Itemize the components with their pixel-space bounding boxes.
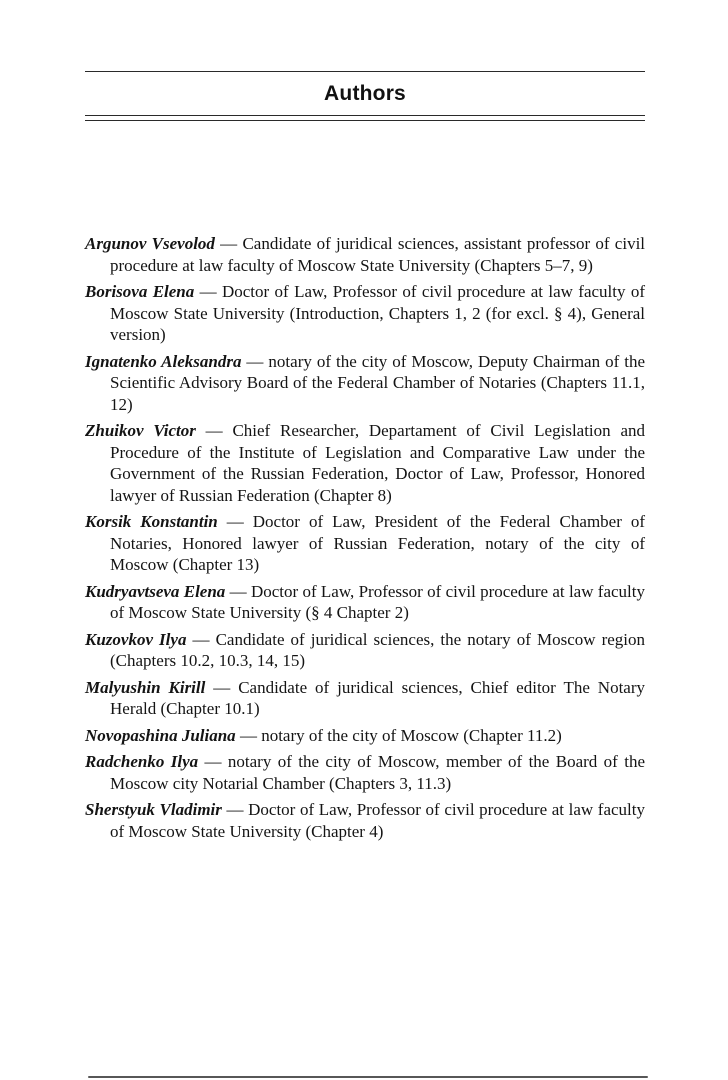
page-bottom-edge xyxy=(88,1076,648,1078)
author-entry: Korsik Konstantin — Doctor of Law, President of the Federal Chamber of Notaries, Honored lawyer of Russian Federation, notary of the city of Moscow (Chapter 13) xyxy=(85,512,646,574)
page-header xyxy=(85,71,645,121)
author-name: Novopashina Juliana xyxy=(85,725,236,745)
author-name: Borisova Elena xyxy=(85,282,195,301)
author-entry: Novopashina Juliana — notary of the city of Moscow (Chapter 11.2) xyxy=(85,725,562,745)
author-description: Doctor of Law, Professor of civil procedure at law faculty of Moscow State University (Introduction, Chapters 1, 2 (for excl. § 4), General version) xyxy=(110,282,645,344)
authors-list xyxy=(85,233,645,842)
author-description: Doctor of Law, Professor of civil procedure at law faculty of Moscow State University (§ 4 Chapter 2) xyxy=(110,581,645,622)
author-description: notary of the city of Moscow, member of the Board of the Moscow city Notarial Chamber (Chapters 3, 11.3) xyxy=(110,752,645,793)
author-name: Korsik Konstantin xyxy=(85,512,218,531)
author-description: notary of the city of Moscow, Deputy Chairman of the Scientific Advisory Board of the Federal Chamber of Notaries (Chapters 11.1, 12) xyxy=(110,351,645,414)
author-entry: Argunov Vsevolod — Candidate of juridical sciences, assistant professor of civil procedure at law faculty of Moscow State University (Chapters 5–7, 9) xyxy=(85,234,646,275)
author-name: Argunov Vsevolod xyxy=(85,234,215,253)
author-entry: Kuzovkov Ilya — Candidate of juridical sciences, the notary of Moscow region (Chapters 10.2, 10.3, 14, 15) xyxy=(85,629,646,670)
author-description: Candidate of juridical sciences, assistant professor of civil procedure at law faculty of Moscow State University (Chapters 5–7, 9) xyxy=(110,234,646,275)
top-rule xyxy=(85,71,645,72)
page-title: Authors xyxy=(324,82,406,105)
author-name: Ignatenko Aleksandra xyxy=(85,351,242,371)
author-entry: Ignatenko Aleksandra — notary of the city of Moscow, Deputy Chairman of the Scientific Advisory Board of the Federal Chamber of Notaries (Chapters 11.1, 12) xyxy=(85,351,645,414)
author-name: Zhuikov Victor xyxy=(85,421,196,440)
author-description: Candidate of juridical sciences, the notary of Moscow region (Chapters 10.2, 10.3, 14, 15) xyxy=(110,629,646,670)
author-entry: Malyushin Kirill — Candidate of juridical sciences, Chief editor The Notary Herald (Chapter 10.1) xyxy=(85,677,645,718)
author-description: Doctor of Law, Professor of civil procedure at law faculty of Moscow State University (Chapter 4) xyxy=(110,800,646,841)
author-name: Kudryavtseva Elena xyxy=(85,581,226,601)
page-content xyxy=(85,0,645,847)
author-description: Candidate of juridical sciences, Chief editor The Notary Herald (Chapter 10.1) xyxy=(110,677,645,718)
author-description: notary of the city of Moscow (Chapter 11.2) xyxy=(261,725,562,745)
author-description: Doctor of Law, President of the Federal Chamber of Notaries, Honored lawyer of Russian Federation, notary of the city of Moscow (Chapter 13) xyxy=(110,512,646,574)
author-name: Malyushin Kirill xyxy=(85,677,206,697)
author-name: Sherstyuk Vladimir xyxy=(85,800,222,819)
author-name: Kuzovkov Ilya xyxy=(85,629,187,649)
author-name: Radchenko Ilya xyxy=(85,752,199,771)
author-entry: Borisova Elena — Doctor of Law, Professor of civil procedure at law faculty of Moscow State University (Introduction, Chapters 1, 2 (for excl. § 4), General version) xyxy=(85,282,645,344)
double-rule xyxy=(85,115,645,121)
author-entry: Sherstyuk Vladimir — Doctor of Law, Professor of civil procedure at law faculty of Moscow State University (Chapter 4) xyxy=(85,800,646,841)
author-description: Chief Researcher, Departament of Civil Legislation and Procedure of the Institute of Legislation and Comparative Law under the Government of the Russian Federation, Doctor of Law, Professor, Honored lawyer of Russian Federation (Chapter 8) xyxy=(110,421,645,505)
author-entry: Zhuikov Victor — Chief Researcher, Departament of Civil Legislation and Procedure of the Institute of Legislation and Comparative Law under the Government of the Russian Federation, Doctor of Law, Professor, Honored lawyer of Russian Federation (Chapter 8) xyxy=(85,421,645,505)
author-entry: Radchenko Ilya — notary of the city of Moscow, member of the Board of the Moscow city Notarial Chamber (Chapters 3, 11.3) xyxy=(85,752,645,793)
author-entry: Kudryavtseva Elena — Doctor of Law, Professor of civil procedure at law faculty of Moscow State University (§ 4 Chapter 2) xyxy=(85,581,645,622)
